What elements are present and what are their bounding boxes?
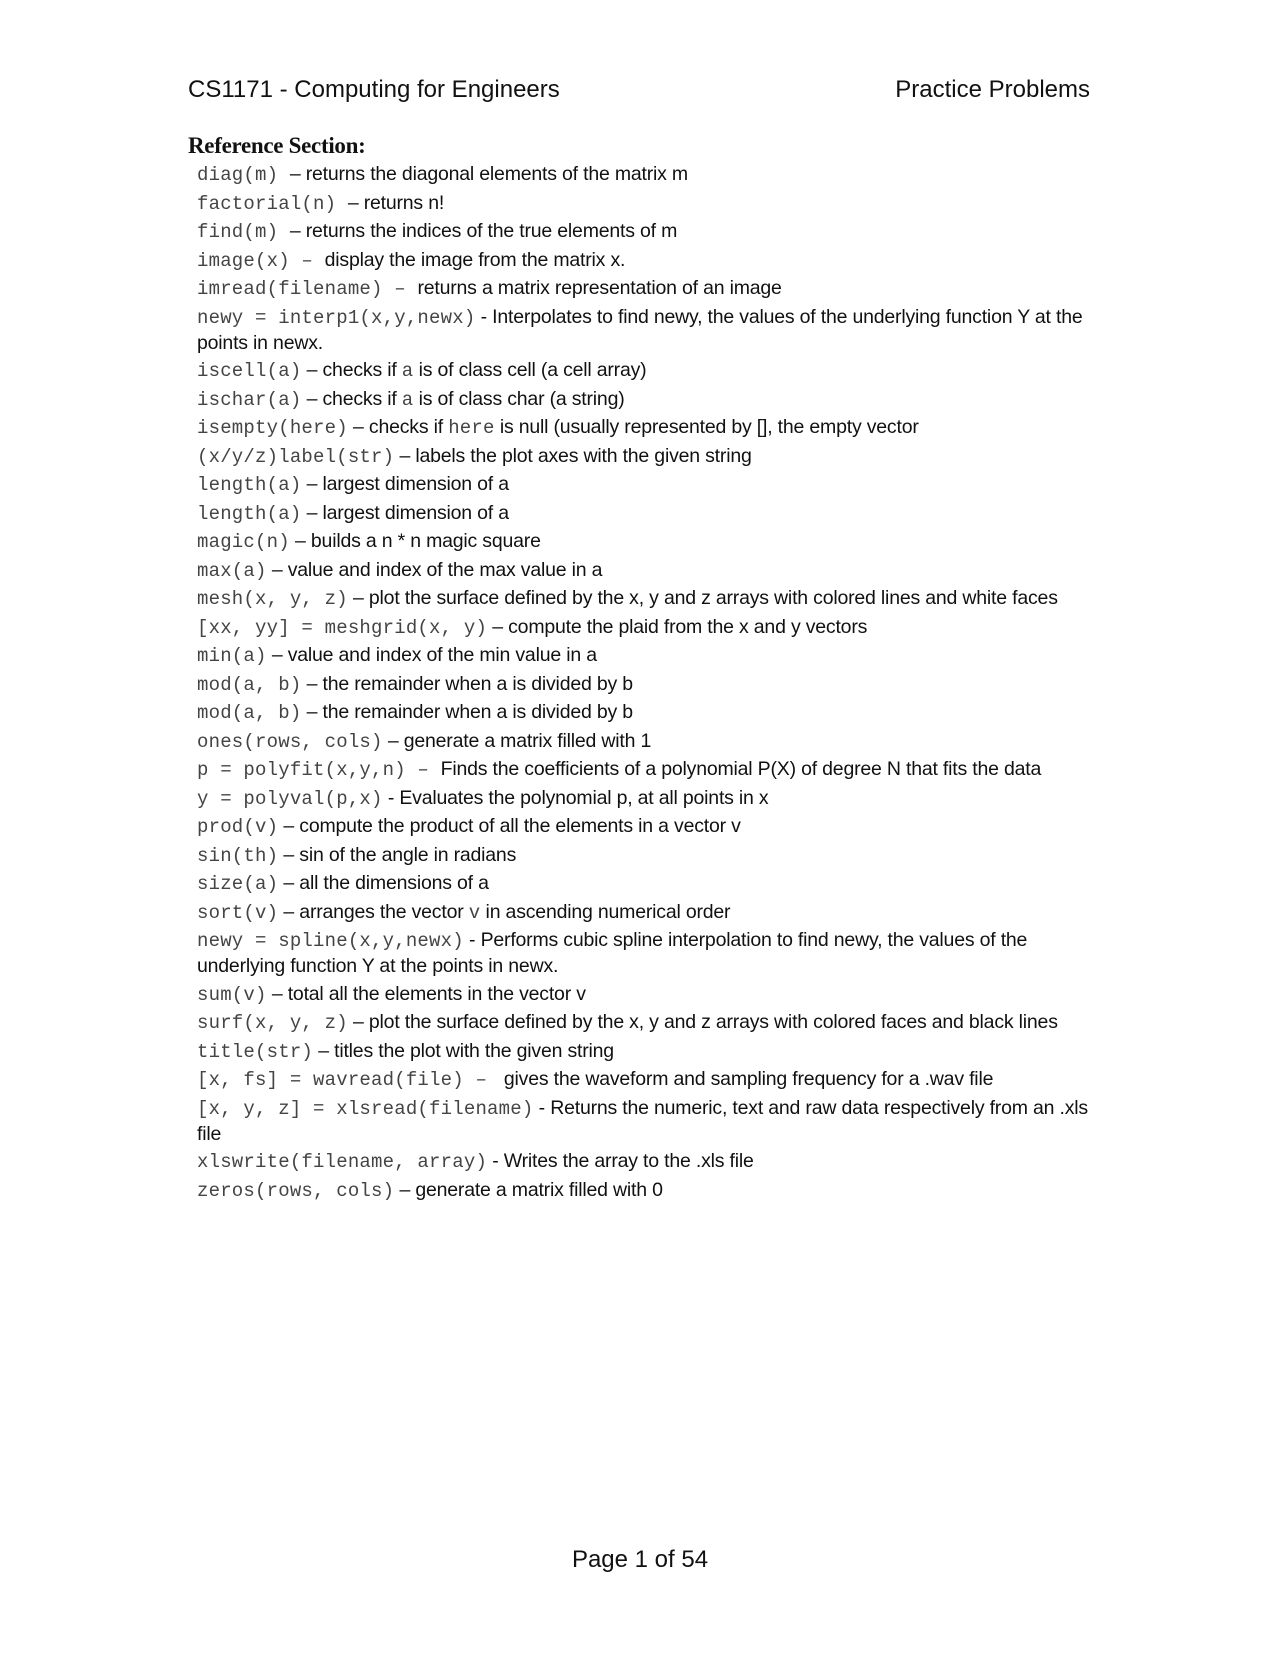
reference-entry xyxy=(197,786,1097,812)
function-signature: zeros(rows, cols) xyxy=(197,1179,395,1202)
reference-entry xyxy=(197,529,1097,555)
function-description: – labels the plot axes with the given string xyxy=(394,444,752,467)
function-description: – the remainder when a is divided by b xyxy=(301,701,633,723)
function-signature: mesh(x, y, z) xyxy=(197,588,348,610)
function-signature: min(a) xyxy=(197,645,267,667)
reference-entry xyxy=(197,305,1097,356)
function-description: – generate a matrix filled with 0 xyxy=(394,1178,663,1201)
function-signature: find(m) xyxy=(197,221,290,243)
function-description: – returns n! xyxy=(347,191,445,214)
function-signature: [xx, yy] = meshgrid(x, y) xyxy=(197,616,488,639)
function-description: – builds a n * n magic square xyxy=(289,530,541,552)
reference-entry xyxy=(197,1178,1097,1204)
function-signature: (x/y/z)label(str) xyxy=(197,445,395,468)
function-description: – compute the product of all the elements in a vector v xyxy=(278,815,741,837)
function-description: – compute the plaid from the x and y vectors xyxy=(487,615,868,638)
section-heading: Reference Section: xyxy=(188,133,366,158)
function-description: gives the waveform and sampling frequency for a .wav file xyxy=(498,1068,994,1090)
function-description: – titles the plot with the given string xyxy=(313,1039,614,1062)
function-signature: max(a) xyxy=(197,559,267,582)
function-signature: image(x) – xyxy=(197,249,325,272)
reference-entry xyxy=(197,757,1097,783)
function-signature: surf(x, y, z) xyxy=(197,1012,348,1034)
reference-entry xyxy=(197,501,1097,527)
function-signature: length(a) xyxy=(197,502,302,525)
function-signature: ischar(a) xyxy=(197,388,302,411)
function-signature: p = polyfit(x,y,n) – xyxy=(197,759,441,781)
reference-entry xyxy=(197,615,1097,641)
function-description: – generate a matrix filled with 1 xyxy=(382,729,652,752)
reference-entry xyxy=(197,586,1097,612)
function-signature: y = polyval(p,x) xyxy=(197,787,383,810)
function-description-continued: is of class char (a string) xyxy=(413,387,625,410)
reference-list xyxy=(197,162,1097,1206)
function-description: - Writes the array to the .xls file xyxy=(487,1150,754,1172)
function-signature: diag(m) xyxy=(197,164,290,186)
reference-entry xyxy=(197,248,1097,274)
function-signature: isempty(here) xyxy=(197,417,348,439)
reference-entry xyxy=(197,358,1097,384)
function-description: – returns the indices of the true elements of m xyxy=(289,220,678,242)
function-description-continued: is of class cell (a cell array) xyxy=(413,359,647,381)
reference-entry xyxy=(197,1067,1097,1093)
reference-entry xyxy=(197,1039,1097,1065)
function-description: – plot the surface defined by the x, y and z arrays with colored faces and black lines xyxy=(347,1011,1058,1033)
function-description-continued: in ascending numerical order xyxy=(480,900,731,923)
inline-code: here xyxy=(448,417,495,439)
function-signature: factorial(n) xyxy=(197,192,348,215)
function-description: – value and index of the min value in a xyxy=(266,644,597,666)
function-description: – all the dimensions of a xyxy=(278,872,489,894)
function-description: – largest dimension of a xyxy=(301,473,509,495)
function-signature: sort(v) xyxy=(197,901,279,924)
reference-entry xyxy=(197,1096,1097,1147)
reference-entry xyxy=(197,871,1097,897)
function-description: returns a matrix representation of an image xyxy=(417,277,782,299)
function-description: - Returns the numeric, text and raw data respectively from an .xls file xyxy=(197,1096,1088,1145)
page-number: Page 1 of 54 xyxy=(571,1546,709,1573)
function-signature: mod(a, b) xyxy=(197,702,302,724)
reference-entry xyxy=(197,700,1097,726)
reference-entry xyxy=(197,1010,1097,1036)
function-signature: sum(v) xyxy=(197,983,267,1006)
page-header xyxy=(188,74,1090,106)
function-description: – checks if xyxy=(347,416,449,438)
reference-entry xyxy=(197,672,1097,698)
course-title: CS1171 - Computing for Engineers xyxy=(188,76,560,103)
reference-entry xyxy=(197,900,1097,926)
reference-entry xyxy=(197,843,1097,869)
reference-entry xyxy=(197,1149,1097,1175)
function-signature: xlswrite(filename, array) xyxy=(197,1151,488,1173)
document-title: Practice Problems xyxy=(895,76,1090,103)
reference-entry xyxy=(197,415,1097,441)
reference-entry xyxy=(197,982,1097,1008)
reference-entry xyxy=(197,219,1097,245)
reference-entry xyxy=(197,387,1097,413)
function-signature: length(a) xyxy=(197,474,302,496)
reference-entry xyxy=(197,444,1097,470)
function-description: Finds the coefficients of a polynomial P(X) of degree N that fits the data xyxy=(440,758,1042,780)
reference-entry xyxy=(197,558,1097,584)
function-description: – value and index of the max value in a xyxy=(266,558,603,581)
function-signature: [x, y, z] = xlsread(filename) xyxy=(197,1097,534,1120)
function-description: – plot the surface defined by the x, y and z arrays with colored lines and white faces xyxy=(347,587,1058,609)
function-signature: sin(th) xyxy=(197,844,279,867)
reference-entry xyxy=(197,814,1097,840)
reference-entry xyxy=(197,472,1097,498)
inline-code: a xyxy=(401,360,414,382)
function-signature: title(str) xyxy=(197,1040,314,1063)
function-signature: iscell(a) xyxy=(197,360,302,382)
function-description: display the image from the matrix x. xyxy=(324,248,626,271)
inline-code: a xyxy=(401,388,414,411)
function-description: – largest dimension of a xyxy=(301,501,509,524)
reference-entry xyxy=(197,643,1097,669)
function-signature: prod(v) xyxy=(197,816,279,838)
function-description: – returns the diagonal elements of the matrix m xyxy=(289,163,688,185)
function-description: – the remainder when a is divided by b xyxy=(301,672,633,695)
function-signature: size(a) xyxy=(197,873,279,895)
function-description: – total all the elements in the vector v xyxy=(266,982,586,1005)
function-description: - Performs cubic spline interpolation to find newy, the values of the underlying function Y at the points in newx. xyxy=(197,929,1028,977)
reference-entry xyxy=(197,928,1097,979)
reference-entry xyxy=(197,729,1097,755)
reference-entry xyxy=(197,276,1097,302)
function-signature: [x, fs] = wavread(file) – xyxy=(197,1069,499,1091)
function-signature: newy = spline(x,y,newx) xyxy=(197,930,464,952)
reference-entry xyxy=(197,162,1097,188)
function-signature: mod(a, b) xyxy=(197,673,302,696)
function-signature: imread(filename) – xyxy=(197,278,418,300)
function-signature: ones(rows, cols) xyxy=(197,730,383,753)
function-description: – sin of the angle in radians xyxy=(278,843,517,866)
function-description: - Interpolates to find newy, the values of the underlying function Y at the points in newx. xyxy=(197,305,1083,354)
function-description: - Evaluates the polynomial p, at all points in x xyxy=(382,786,769,809)
function-description: – arranges the vector xyxy=(278,900,469,923)
function-signature: magic(n) xyxy=(197,531,290,553)
function-description: – checks if xyxy=(301,359,402,381)
function-description-continued: is null (usually represented by [], the empty vector xyxy=(494,416,919,438)
function-description: – checks if xyxy=(301,387,402,410)
inline-code: v xyxy=(468,901,481,924)
function-signature: newy = interp1(x,y,newx) xyxy=(197,306,476,329)
reference-entry xyxy=(197,191,1097,217)
